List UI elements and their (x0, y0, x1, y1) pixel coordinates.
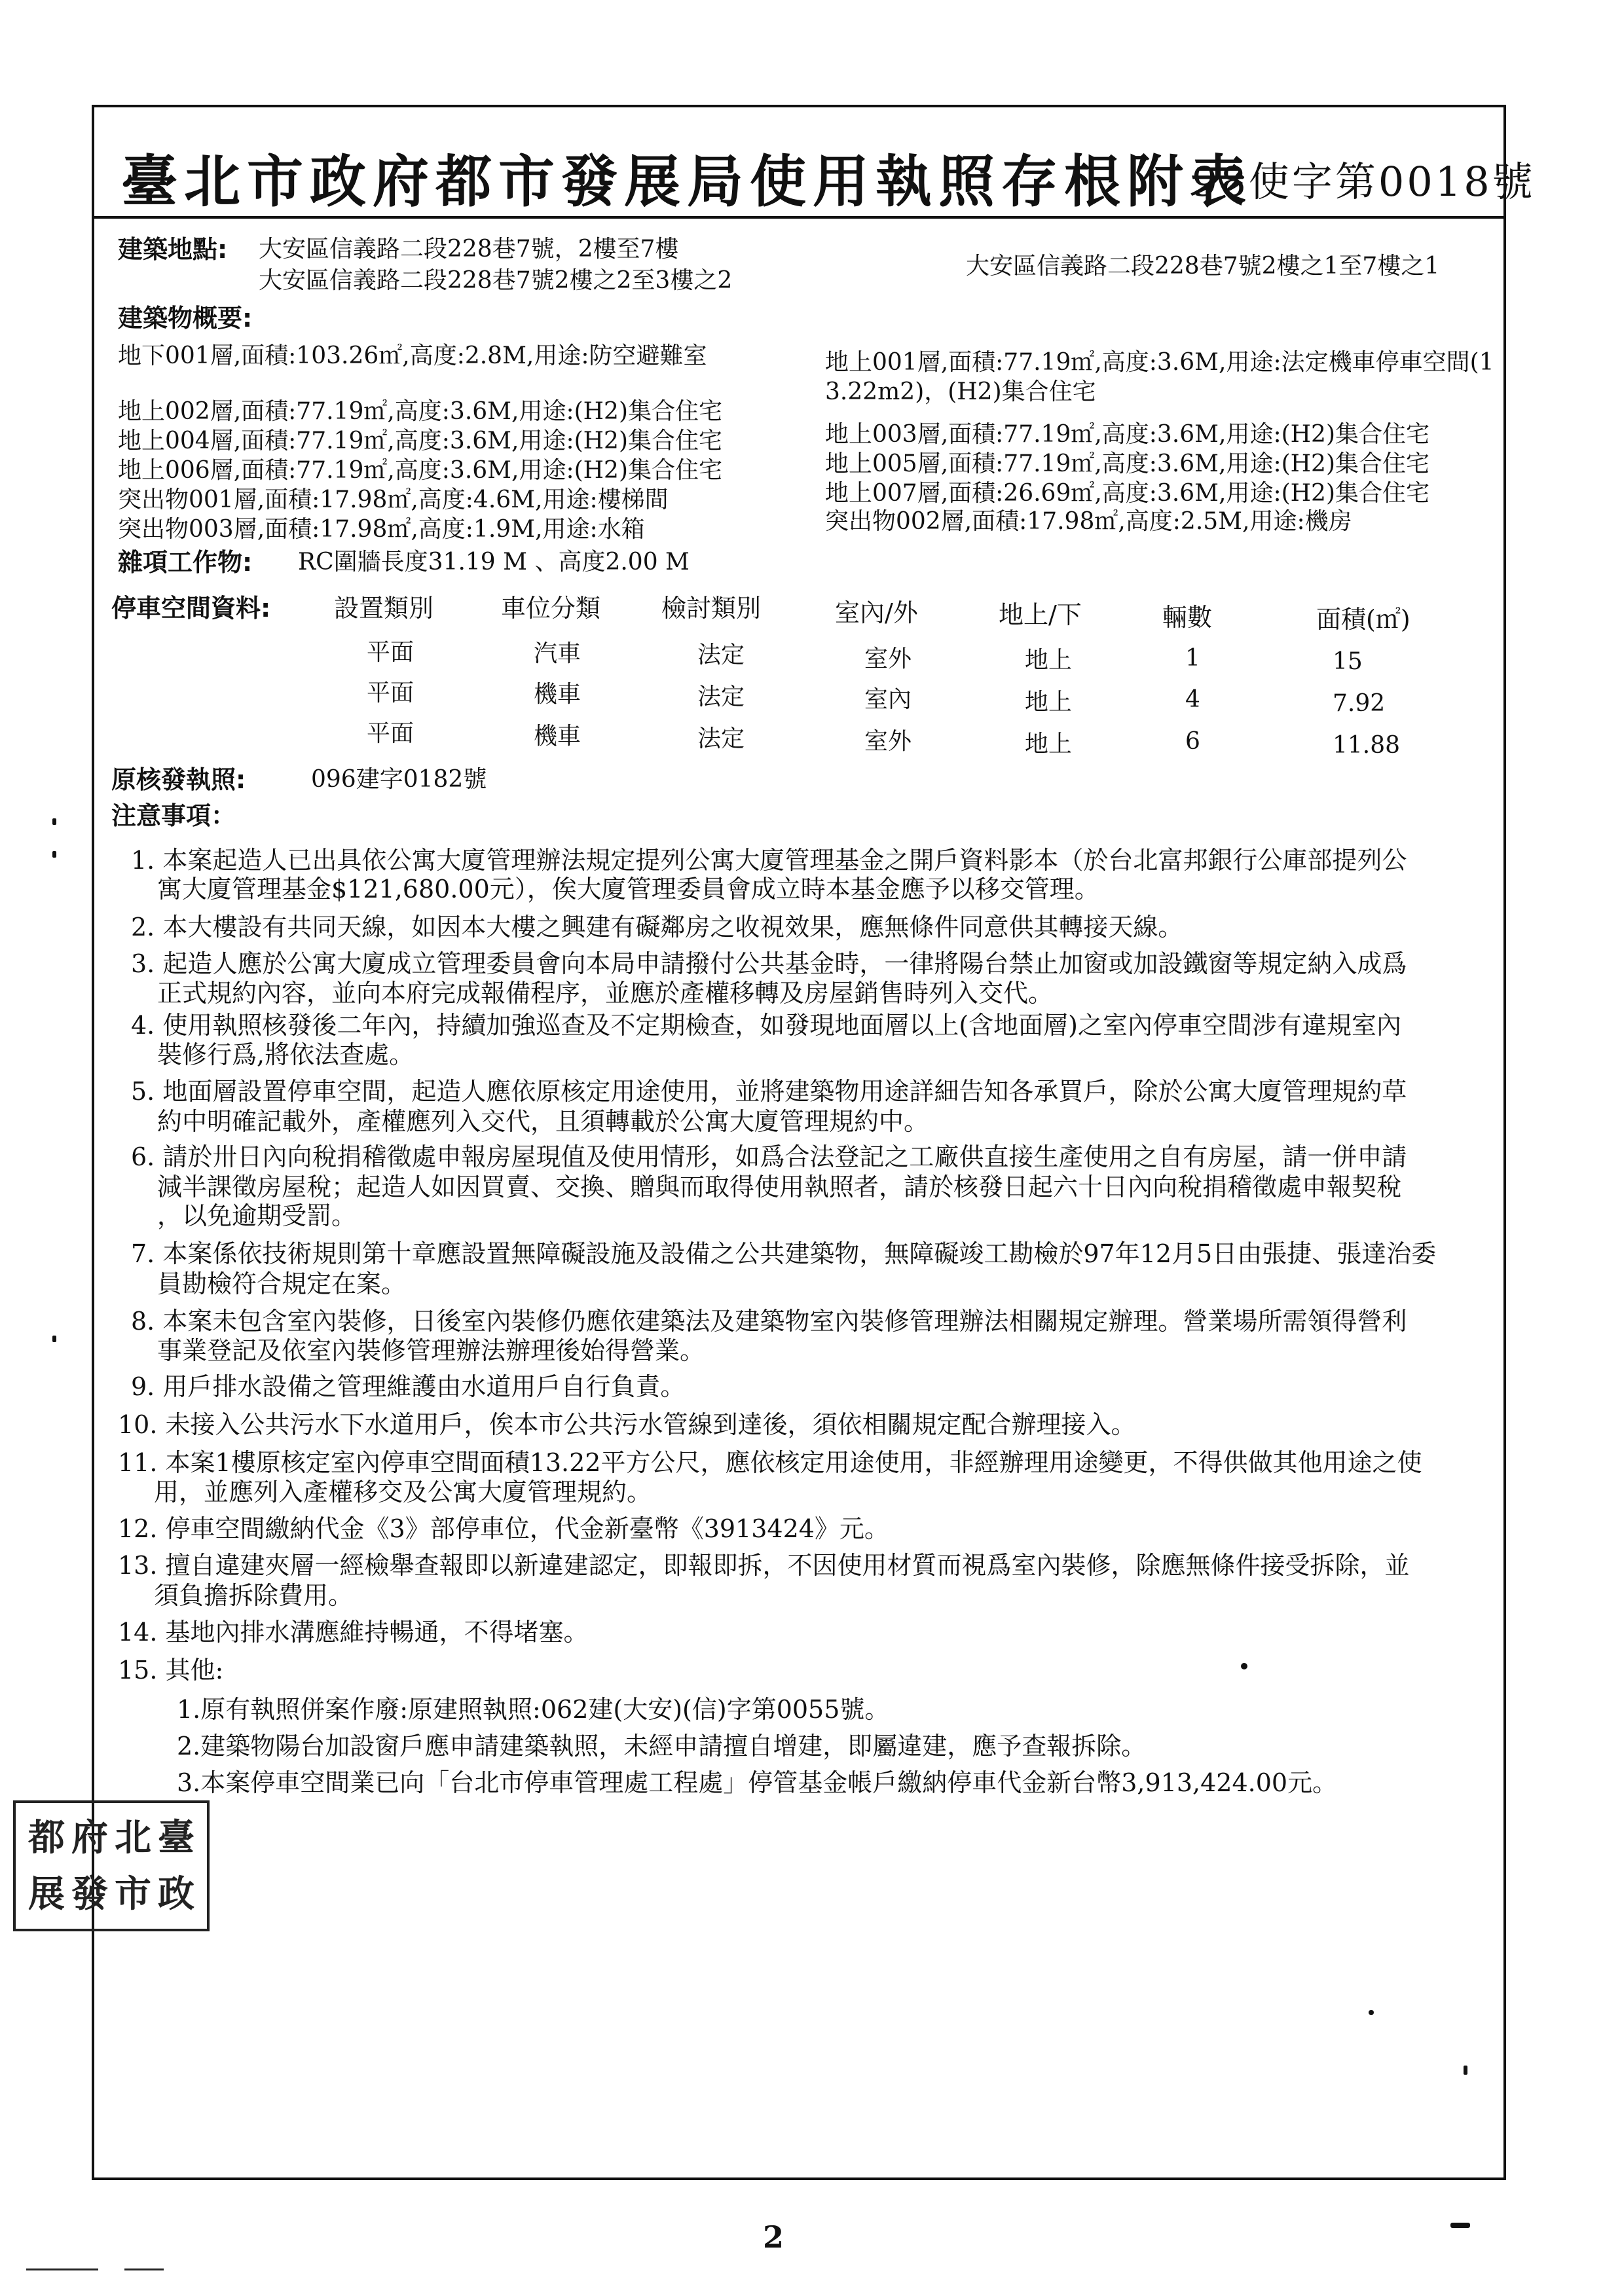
note-line-4: 3. 起造人應於公寓大廈成立管理委員會向本局申請撥付公共基金時，一律將陽台禁止加窗或加設鐵窗等規定納入成爲 (131, 949, 1407, 978)
parking-row-2-area: 7.92 (1333, 690, 1386, 717)
overview-right-5: 地上007層,面積:26.69㎡,高度:3.6M,用途:(H2)集合住宅 (825, 480, 1429, 507)
scan-speck (52, 818, 56, 825)
parking-row-1-type: 平面 (367, 639, 415, 666)
document-title: 臺北市政府都市發展局使用執照存根附表 (121, 149, 1253, 215)
scan-speck (52, 851, 56, 858)
notes-label: 注意事項： (111, 801, 236, 830)
overview-left-1: 地下001層,面積:103.26㎡,高度:2.8M,用途:防空避難室 (118, 342, 707, 369)
note-line-6: 4. 使用執照核發後二年內，持續加強巡查及不定期檢查，如發現地面層以上(含地面層)之室內停車空間涉有違規室內 (131, 1011, 1401, 1040)
parking-row-1-level: 地上 (1025, 647, 1073, 674)
parking-header-category: 車位分類 (501, 594, 601, 623)
scan-speck (1450, 2223, 1470, 2228)
parking-row-3-review: 法定 (697, 725, 745, 752)
note-line-8: 5. 地面層設置停車空間，起造人應依原核定用途使用，並將建築物用途詳細告知各承買戶，除於公寓大廈管理規約草 (131, 1077, 1407, 1106)
site-line-right: 大安區信義路二段228巷7號2樓之1至7樓之1 (966, 253, 1440, 280)
scan-edge-mark (124, 2269, 164, 2270)
parking-label: 停車空間資料: (111, 594, 271, 623)
note-line-21: 12. 停車空間繳納代金《3》部停車位，代金新臺幣《3913424》元。 (118, 1514, 889, 1543)
overview-left-2: 地上002層,面積:77.19㎡,高度:3.6M,用途:(H2)集合住宅 (118, 398, 722, 425)
license-number: 98使字第0018號 (1192, 158, 1536, 206)
parking-row-2-review: 法定 (697, 683, 745, 710)
parking-header-type: 設置類別 (334, 594, 434, 623)
note-line-24: 14. 基地內排水溝應維持暢通，不得堵塞。 (118, 1618, 589, 1647)
note-line-3: 2. 本大樓設有共同天線，如因本大樓之興建有礙鄰房之收視效果，應無條件同意供其轉接天線。 (131, 913, 1183, 941)
note-line-14: 員勘檢符合規定在案。 (157, 1269, 407, 1298)
parking-row-3-count: 6 (1185, 728, 1200, 755)
note-line-9: 約中明確記載外，產權應列入交代，且須轉載於公寓大廈管理規約中。 (157, 1107, 929, 1136)
site-line-2: 大安區信義路二段228巷7號2樓之2至3樓之2 (259, 267, 733, 294)
overview-left-4: 地上006層,面積:77.19㎡,高度:3.6M,用途:(H2)集合住宅 (118, 457, 722, 484)
parking-row-3-indoor: 室外 (864, 728, 912, 755)
overview-left-3: 地上004層,面積:77.19㎡,高度:3.6M,用途:(H2)集合住宅 (118, 428, 722, 454)
page-number: 2 (763, 2219, 784, 2255)
parking-header-count: 輛數 (1162, 603, 1213, 632)
parking-row-3-level: 地上 (1025, 731, 1073, 757)
parking-row-2-category: 機車 (534, 681, 581, 708)
parking-row-1-count: 1 (1185, 645, 1200, 672)
scan-speck (1241, 1663, 1247, 1669)
parking-row-2-type: 平面 (367, 680, 415, 706)
overview-right-1: 地上001層,面積:77.19㎡,高度:3.6M,用途:法定機車停車空間(1 (825, 349, 1494, 376)
original-license-label: 原核發執照: (111, 765, 246, 794)
overview-right-6: 突出物002層,面積:17.98㎡,高度:2.5M,用途:機房 (825, 508, 1352, 535)
parking-header-level: 地上/下 (999, 600, 1082, 629)
note-other-3: 3.本案停車空間業已向「台北市停車管理處工程處」停管基金帳戶繳納停車代金新台幣3,913,424.00元。 (177, 1768, 1338, 1797)
misc-works-value: RC圍牆長度31.19 M 、高度2.00 M (298, 549, 690, 575)
misc-works-label: 雜項工作物: (118, 548, 253, 577)
note-line-25: 15. 其他: (118, 1656, 224, 1685)
note-line-15: 8. 本案未包含室內裝修，日後室內裝修仍應依建築法及建築物室內裝修管理辦法相關規定辦理。營業場所需領得營利 (131, 1307, 1407, 1336)
note-other-1: 1.原有執照併案作廢:原建照執照:062建(大安)(信)字第0055號。 (177, 1695, 890, 1724)
parking-row-2-indoor: 室內 (864, 686, 912, 713)
overview-left-5: 突出物001層,面積:17.98㎡,高度:4.6M,用途:樓梯間 (118, 486, 669, 513)
parking-row-2-count: 4 (1185, 686, 1200, 713)
note-line-17: 9. 用戶排水設備之管理維護由水道用戶自行負責。 (131, 1372, 686, 1401)
note-line-11: 減半課徵房屋稅；起造人如因買賣、交換、贈與而取得使用執照者，請於核發日起六十日內向稅捐稽徵處申報契稅 (157, 1173, 1402, 1201)
note-line-23: 須負擔拆除費用。 (154, 1581, 354, 1610)
parking-row-1-indoor: 室外 (864, 646, 912, 672)
scan-speck (52, 1336, 56, 1342)
note-line-1: 1. 本案起造人已出具依公寓大廈管理辦法規定提列公寓大廈管理基金之開戶資料影本（於台北富邦銀行公庫部提列公 (131, 846, 1407, 875)
parking-row-3-type: 平面 (367, 720, 415, 747)
original-license-value: 096建字0182號 (311, 766, 487, 793)
parking-row-3-category: 機車 (534, 723, 581, 750)
note-line-10: 6. 請於卅日內向稅捐稽徵處申報房屋現值及使用情形，如爲合法登記之工廠供直接生產使用之自有房屋，請一併申請 (131, 1142, 1407, 1171)
note-line-5: 正式規約內容，並向本府完成報備程序，並應於產權移轉及房屋銷售時列入交代。 (157, 979, 1054, 1008)
note-line-2: 寓大廈管理基金$121,680.00元），俟大廈管理委員會成立時本基金應予以移交管理。 (157, 875, 1099, 903)
parking-row-3-area: 11.88 (1333, 732, 1401, 759)
parking-header-indoor: 室內/外 (835, 598, 918, 627)
note-line-12: ，以免逾期受罰。 (157, 1201, 357, 1230)
note-line-16: 事業登記及依室內裝修管理辦法辦理後始得營業。 (157, 1336, 705, 1365)
site-label: 建築地點: (118, 235, 228, 264)
note-line-7: 裝修行爲,將依法查處。 (157, 1040, 415, 1069)
note-line-19: 11. 本案1樓原核定室內停車空間面積13.22平方公尺，應依核定用途使用，非經辦理用途變更，不得供做其他用途之使 (118, 1448, 1422, 1477)
official-seal-stamp: 都 府 北 臺 展 發 市 政 (13, 1800, 210, 1931)
overview-right-2: 3.22m2)，(H2)集合住宅 (825, 378, 1096, 405)
scan-edge-mark (26, 2269, 98, 2270)
overview-right-4: 地上005層,面積:77.19㎡,高度:3.6M,用途:(H2)集合住宅 (825, 450, 1429, 477)
scan-speck (1464, 2066, 1467, 2075)
parking-row-2-level: 地上 (1025, 689, 1073, 716)
site-line-1: 大安區信義路二段228巷7號，2樓至7樓 (259, 236, 679, 263)
note-line-13: 7. 本案係依技術規則第十章應設置無障礙設施及設備之公共建築物，無障礙竣工勘檢於97年12月5日由張捷、張達治委 (131, 1239, 1437, 1268)
note-line-18: 10. 未接入公共污水下水道用戶，俟本市公共污水管線到達後，須依相關規定配合辦理接入。 (118, 1410, 1136, 1439)
note-line-22: 13. 擅自違建夾層一經檢舉查報即以新違建認定，即報即拆，不因使用材質而視爲室內裝修，除應無條件接受拆除，並 (118, 1551, 1410, 1580)
parking-row-1-category: 汽車 (534, 640, 581, 667)
scan-speck (1369, 2010, 1374, 2015)
overview-label: 建築物概要: (118, 304, 253, 333)
note-other-2: 2.建築物陽台加設窗戶應申請建築執照，未經申請擅自增建，即屬違建，應予查報拆除。 (177, 1732, 1147, 1760)
overview-right-3: 地上003層,面積:77.19㎡,高度:3.6M,用途:(H2)集合住宅 (825, 421, 1429, 448)
note-line-20: 用，並應列入產權移交及公寓大廈管理規約。 (154, 1478, 652, 1506)
overview-left-6: 突出物003層,面積:17.98㎡,高度:1.9M,用途:水箱 (118, 516, 645, 543)
parking-row-1-review: 法定 (697, 642, 745, 668)
parking-row-1-area: 15 (1333, 648, 1363, 675)
parking-header-review: 檢討類別 (661, 594, 762, 623)
parking-header-area: 面積(㎡) (1316, 605, 1410, 634)
